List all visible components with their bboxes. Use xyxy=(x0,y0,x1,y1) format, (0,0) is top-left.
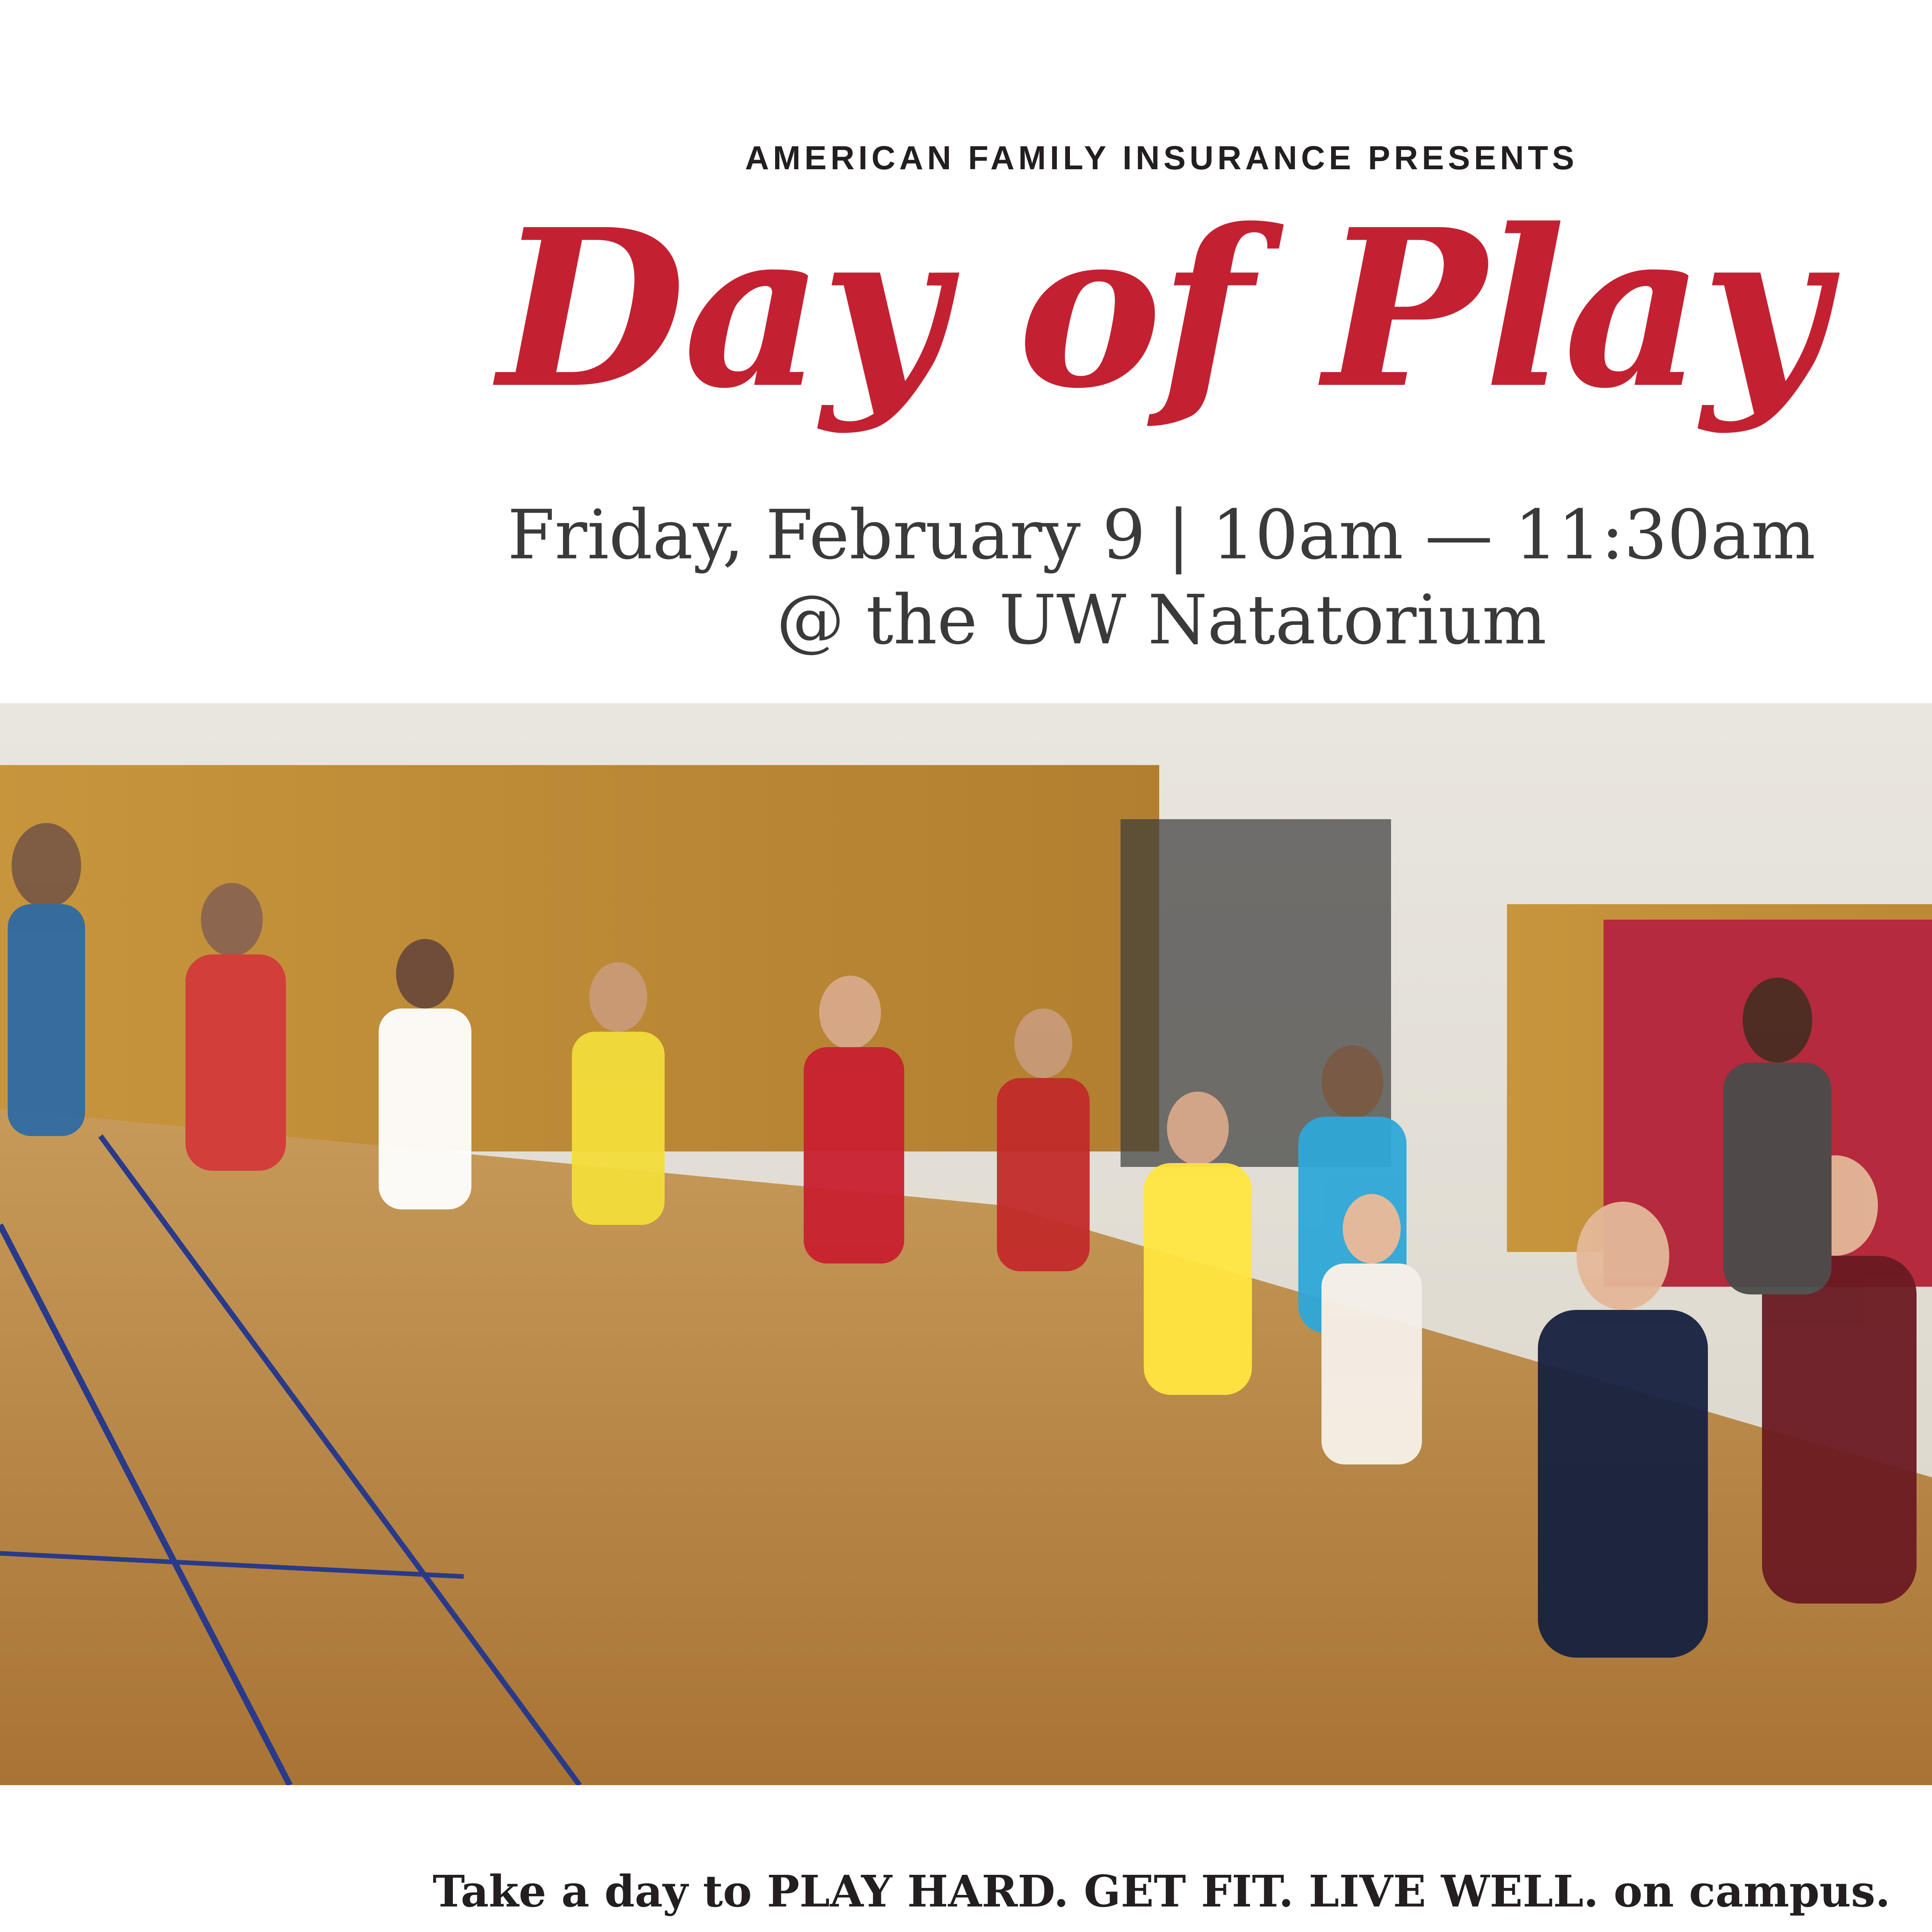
tagline: Take a day to PLAY HARD. GET FIT. LIVE WELL. on campus. xyxy=(432,1866,1891,1917)
event-title: Day of Play xyxy=(498,182,1825,436)
presenter-line: AMERICAN FAMILY INSURANCE PRESENTS xyxy=(745,139,1578,177)
event-date: Friday, February 9 | 10am — 11:30am xyxy=(507,495,1816,575)
children-dancing-in-gym-photo xyxy=(0,703,1932,1785)
event-venue: @ the UW Natatorium xyxy=(776,580,1547,660)
